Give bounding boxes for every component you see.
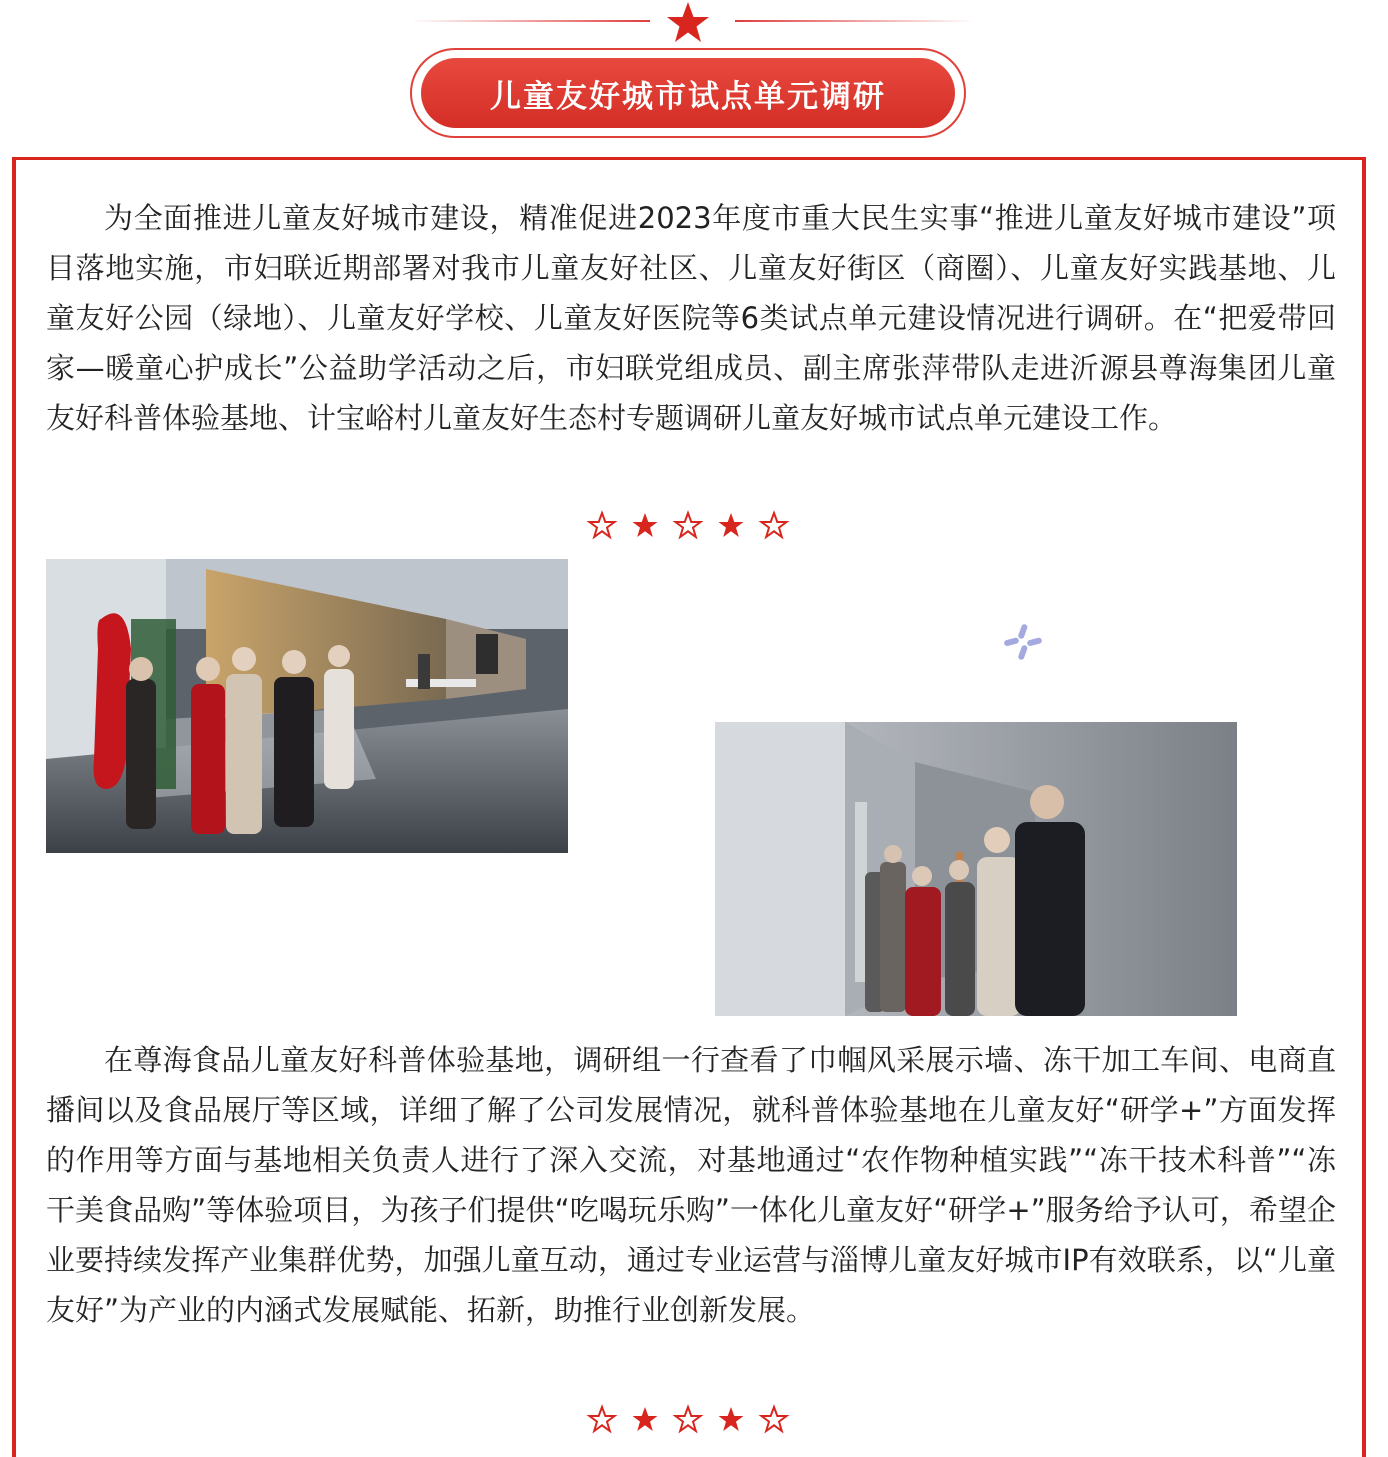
star-filled-icon [719,1407,744,1431]
star-divider [586,1404,791,1436]
star-outline-icon [676,513,701,537]
star-filled-icon [633,1407,658,1431]
star-divider [586,510,791,542]
sparkle-icon [1000,620,1046,664]
star-outline-icon [762,1407,787,1431]
title-badge [410,48,966,138]
star-outline-icon [676,1407,701,1431]
paragraph-intro: 为全面推进儿童友好城市建设，精准促进2023年度市重大民生实事“推进儿童友好城市建设”项目落地实施，市妇联近期部署对我市儿童友好社区、儿童友好街区（商圈）、儿童友好实践基地、儿童友好公园（绿地）、儿童友好学校、儿童友好医院等6类试点单元建设情况进行调研。在“把爱带回家—暖童心护成长”公益助学活动之后，市妇联党组成员、副主席张萍带队走进沂源县尊海集团儿童友好科普体验基地、计宝峪村儿童友好生态村专题调研儿童友好城市试点单元建设工作。 [46,201,1336,435]
star-filled-icon [633,513,658,537]
section-title: 儿童友好城市试点单元调研 [421,58,955,128]
photo-production-corridor [715,722,1237,1016]
star-filled-icon [719,513,744,537]
star-outline-icon [590,1407,615,1431]
star-icon [664,0,712,46]
header-right-line [735,20,975,22]
section-header [0,0,1388,150]
header-left-line [410,20,650,22]
star-outline-icon [590,513,615,537]
star-outline-icon [762,513,787,537]
photo-exhibition-hall [46,559,568,853]
paragraph-visit-details: 在尊海食品儿童友好科普体验基地，调研组一行查看了巾帼风采展示墙、冻干加工车间、电商直播间以及食品展厅等区域，详细了解了公司发展情况，就科普体验基地在儿童友好“研学+”方面发挥的作用等方面与基地相关负责人进行了深入交流，对基地通过“农作物种植实践”“冻干技术科普”“冻干美食品购”等体验项目，为孩子们提供“吃喝玩乐购”一体化儿童友好“研学+”服务给予认可，希望企业要持续发挥产业集群优势，加强儿童互动，通过专业运营与淄博儿童友好城市IP有效联系，以“儿童友好”为产业的内涵式发展赋能、拓新，助推行业创新发展。 [46,1043,1336,1327]
